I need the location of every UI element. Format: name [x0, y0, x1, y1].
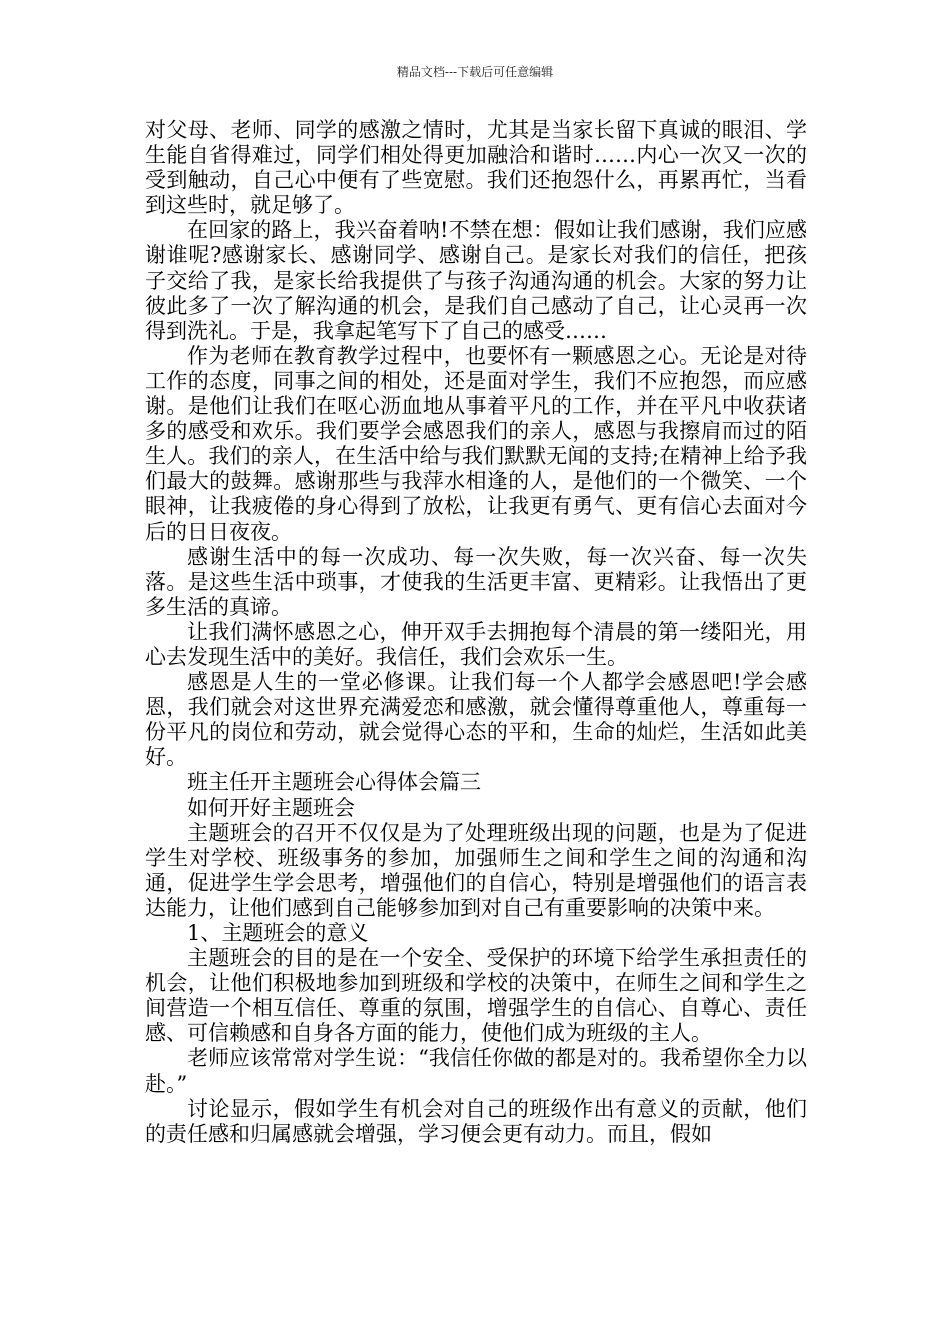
paragraph: 主题班会的目的是在一个安全、受保护的环境下给学生承担责任的机会，让他们积极地参加到班级和学校的决策中，在师生之间和学生之间营造一个相互信任、尊重的氛围，增强学生的自信心、自尊心、责任感、可信赖感和自身各方面的能力，使他们成为班级的主人。 [145, 946, 807, 1046]
paragraph: 主题班会的召开不仅仅是为了处理班级出现的问题，也是为了促进学生对学校、班级事务的参加，加强师生之间和学生之间的沟通和沟通，促进学生学会思考，增强他们的自信心，特别是增强他们的语言表达能力，让他们感到自己能够参加到对自己有重要影响的决策中来。 [145, 820, 807, 920]
document-body [145, 118, 807, 1147]
paragraph: 老师应该常常对学生说：“我信任你做的都是对的。我希望你全力以赴。” [145, 1046, 807, 1096]
subsection-heading: 1、主题班会的意义 [187, 921, 369, 945]
page-header: 精品文档---下载后可任意编辑 [396, 65, 554, 79]
paragraph: 感恩是人生的一堂必修课。让我们每一个人都学会感恩吧!学会感恩，我们就会对这世界充满爱恋和感激，就会懂得尊重他人，尊重每一份平凡的岗位和劳动，就会觉得心态的平和，生命的灿烂，生活如此美好。 [145, 670, 807, 770]
section-subtitle: 如何开好主题班会 [187, 795, 355, 820]
paragraph: 让我们满怀感恩之心，伸开双手去拥抱每个清晨的第一缕阳光，用心去发现生活中的美好。我信任，我们会欢乐一生。 [145, 619, 807, 669]
paragraph: 感谢生活中的每一次成功、每一次失败，每一次兴奋、每一次失落。是这些生活中琐事，才使我的生活更丰富、更精彩。让我悟出了更多生活的真谛。 [145, 544, 807, 619]
paragraph: 作为老师在教育教学过程中，也要怀有一颗感恩之心。无论是对待工作的态度，同事之间的相处，还是面对学生，我们不应抱怨，而应感谢。是他们让我们在呕心沥血地从事着平凡的工作，并在平凡中收获诸多的感受和欢乐。我们要学会感恩我们的亲人，感恩与我擦肩而过的陌生人。我们的亲人，在生活中给与我们默默无闻的支持;在精神上给予我们最大的鼓舞。感谢那些与我萍水相逢的人，是他们的一个微笑、一个眼神，让我疲倦的身心得到了放松，让我更有勇气、更有信心去面对今后的日日夜夜。 [145, 343, 807, 544]
paragraph: 在回家的路上，我兴奋着呐!不禁在想：假如让我们感谢，我们应感谢谁呢?感谢家长、感谢同学、感谢自己。是家长对我们的信任，把孩子交给了我，是家长给我提供了与孩子沟通沟通的机会。大家的努力让彼此多了一次了解沟通的机会，是我们自己感动了自己，让心灵再一次得到洗礼。于是，我拿起笔写下了自己的感受…… [145, 218, 807, 343]
paragraph: 对父母、老师、同学的感激之情时，尤其是当家长留下真诚的眼泪、学生能自省得难过，同学们相处得更加融洽和谐时……内心一次又一次的受到触动，自己心中便有了些宽慰。我们还抱怨什么，再累再忙，当看到这些时，就足够了。 [145, 118, 807, 218]
section-title: 班主任开主题班会心得体会篇三 [187, 770, 481, 795]
paragraph: 讨论显示，假如学生有机会对自己的班级作出有意义的贡献，他们的责任感和归属感就会增强，学习便会更有动力。而且，假如 [145, 1096, 807, 1146]
